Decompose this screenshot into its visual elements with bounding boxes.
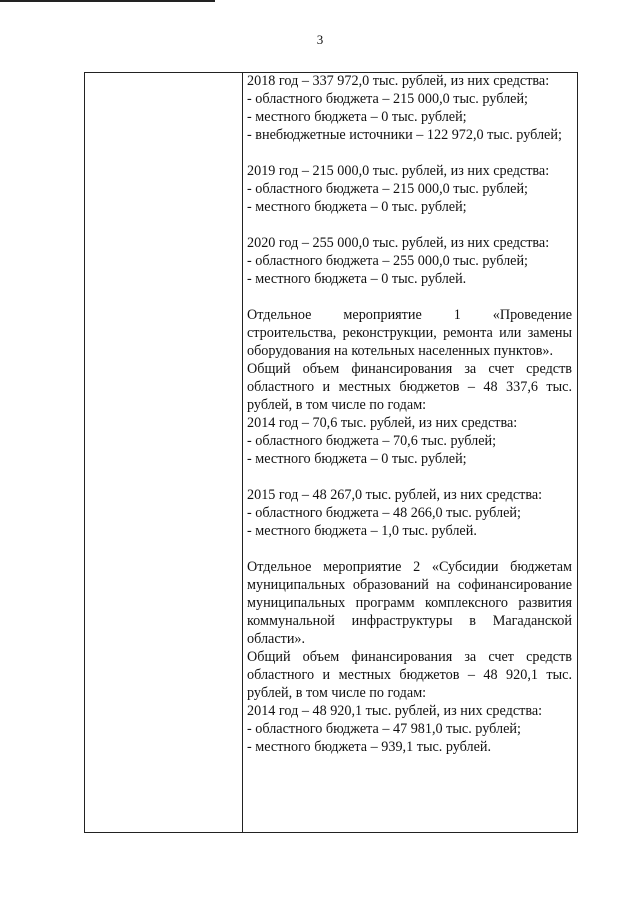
top-rule <box>0 0 215 2</box>
text-line: - местного бюджета – 1,0 тыс. рублей. <box>247 523 477 539</box>
text-line: - местного бюджета – 0 тыс. рублей; <box>247 451 467 467</box>
table-right-cell <box>243 73 577 832</box>
funding-block-2019 <box>247 162 572 216</box>
measure-1-block <box>247 306 572 468</box>
text-line: 2014 год – 48 920,1 тыс. рублей, из них средства: <box>247 703 543 719</box>
text-line: - внебюджетные источники – 122 972,0 тыс. рублей; <box>247 127 562 143</box>
measure-title: Отдельное мероприятие 2 «Субсидии бюджетам муниципальных образований на софинансирование муниципальных программ комплексного развития коммунальной инфраструктуры в Магаданской области». <box>247 559 572 647</box>
text-line: 2015 год – 48 267,0 тыс. рублей, из них средства: <box>247 487 543 503</box>
text-line: - областного бюджета – 255 000,0 тыс. рублей; <box>247 253 528 269</box>
text-line: - областного бюджета – 215 000,0 тыс. рублей; <box>247 181 528 197</box>
page-number: 3 <box>316 32 324 47</box>
text-line: - местного бюджета – 0 тыс. рублей; <box>247 109 467 125</box>
measure-2-block <box>247 558 572 756</box>
measure-1-2015-block <box>247 486 572 540</box>
text-line: - областного бюджета – 70,6 тыс. рублей; <box>247 433 497 449</box>
text-line: 2019 год – 215 000,0 тыс. рублей, из них средства: <box>247 163 550 179</box>
measure-title: Отдельное мероприятие 1 «Проведение строительства, реконструкции, ремонта или замены оборудования на котельных населенных пунктов». <box>247 307 572 359</box>
text-line: - местного бюджета – 0 тыс. рублей; <box>247 199 467 215</box>
table-left-cell <box>85 73 243 832</box>
text-line: - областного бюджета – 47 981,0 тыс. рублей; <box>247 721 521 737</box>
total-funding: Общий объем финансирования за счет средств областного и местных бюджетов – 48 920,1 тыс. рублей, в том числе по годам: <box>247 649 572 701</box>
text-line: 2014 год – 70,6 тыс. рублей, из них средства: <box>247 415 518 431</box>
text-line: 2018 год – 337 972,0 тыс. рублей, из них средства: <box>247 73 550 89</box>
funding-block-2020 <box>247 234 572 288</box>
text-line: - областного бюджета – 215 000,0 тыс. рублей; <box>247 91 528 107</box>
text-line: 2020 год – 255 000,0 тыс. рублей, из них средства: <box>247 235 550 251</box>
total-funding: Общий объем финансирования за счет средств областного и местных бюджетов – 48 337,6 тыс. рублей, в том числе по годам: <box>247 361 572 413</box>
text-line: - местного бюджета – 0 тыс. рублей. <box>247 271 467 287</box>
text-line: - местного бюджета – 939,1 тыс. рублей. <box>247 739 492 755</box>
funding-block-2018 <box>247 72 572 144</box>
funding-table <box>84 72 578 833</box>
text-line: - областного бюджета – 48 266,0 тыс. рублей; <box>247 505 521 521</box>
